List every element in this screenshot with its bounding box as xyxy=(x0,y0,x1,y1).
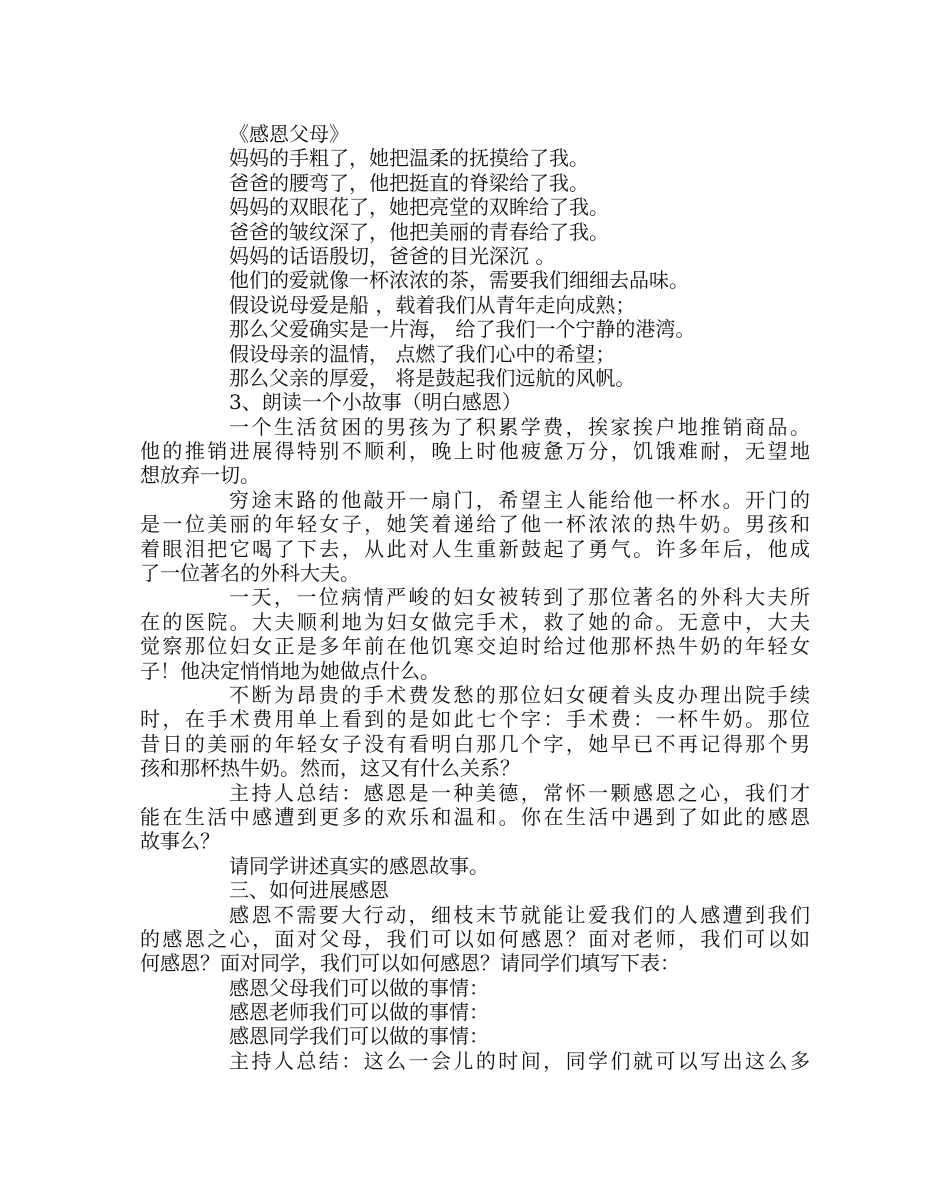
text-line: 不断为昂贵的手术费发愁的那位妇女硬着头皮办理出院手续 xyxy=(229,682,810,707)
text-line: 想放弃一切。 xyxy=(140,463,260,488)
text-line: 感恩同学我们可以做的事情： xyxy=(229,1024,489,1049)
text-line: 穷途末路的他敲开一扇门，希望主人能给他一杯水。开门的 xyxy=(229,487,810,512)
text-line: 3、朗读一个小故事（明白感恩） xyxy=(229,390,522,415)
text-line: 昔日的美丽的年轻女子没有看明白那几个字，她早已不再记得那个男 xyxy=(140,731,810,756)
text-line: 那么父爱确实是一片海， 给了我们一个宁静的港湾。 xyxy=(229,317,696,342)
text-line: 孩和那杯热牛奶。然而，这又有什么关系？ xyxy=(140,756,520,781)
text-line: 着眼泪把它喝了下去，从此对人生重新鼓起了勇气。许多年后，他成 xyxy=(140,536,810,561)
text-line: 请同学讲述真实的感恩故事。 xyxy=(229,853,489,878)
text-line: 子！他决定悄悄地为她做点什么。 xyxy=(140,658,440,683)
text-line: 一天，一位病情严峻的妇女被转到了那位著名的外科大夫所 xyxy=(229,585,810,610)
text-line: 感恩父母我们可以做的事情： xyxy=(229,975,489,1000)
text-line: 一个生活贫困的男孩为了积累学费，挨家挨户地推销商品。 xyxy=(229,414,810,439)
text-line: 的感恩之心，面对父母，我们可以如何感恩？面对老师，我们可以如 xyxy=(140,926,810,951)
text-line: 觉察那位妇女正是多年前在他饥寒交迫时给过他那杯热牛奶的年轻女 xyxy=(140,634,810,659)
text-line: 他的推销进展得特别不顺利，晚上时他疲惫万分，饥饿难耐，无望地 xyxy=(140,439,810,464)
text-line: 假设说母爱是船 ，载着我们从青年走向成熟； xyxy=(229,292,636,317)
text-line: 故事么？ xyxy=(140,829,220,854)
text-line: 主持人总结：这么一会儿的时间，同学们就可以写出这么多 xyxy=(229,1048,810,1073)
text-line: 他们的爱就像一杯浓浓的茶，需要我们细细去品味。 xyxy=(229,268,689,293)
text-line: 爸爸的皱纹深了，他把美丽的青春给了我。 xyxy=(229,219,609,244)
text-line: 主持人总结：感恩是一种美德，常怀一颗感恩之心，我们才 xyxy=(229,780,810,805)
text-line: 三、如何进展感恩 xyxy=(229,878,389,903)
text-line: 了一位著名的外科大夫。 xyxy=(140,561,360,586)
text-line: 《感恩父母》 xyxy=(229,122,349,146)
text-line: 那么父亲的厚爱， 将是鼓起我们远航的风帆。 xyxy=(229,365,636,390)
text-line: 妈妈的手粗了，她把温柔的抚摸给了我。 xyxy=(229,146,589,171)
text-line: 妈妈的双眼花了，她把亮堂的双眸给了我。 xyxy=(229,195,609,220)
text-line: 爸爸的腰弯了，他把挺直的脊梁给了我。 xyxy=(229,170,589,195)
text-line: 时，在手术费用单上看到的是如此七个字：手术费：一杯牛奶。那位 xyxy=(140,707,810,732)
text-line: 在的医院。大夫顺利地为妇女做完手术，救了她的命。无意中，大夫 xyxy=(140,609,810,634)
text-line: 何感恩？面对同学，我们可以如何感恩？请同学们填写下表： xyxy=(140,951,680,976)
text-line: 能在生活中感遭到更多的欢乐和温和。你在生活中遇到了如此的感恩 xyxy=(140,804,810,829)
text-line: 妈妈的话语殷切，爸爸的目光深沉 。 xyxy=(229,243,556,268)
document-body xyxy=(0,122,950,1073)
text-line: 是一位美丽的年轻女子，她笑着递给了他一杯浓浓的热牛奶。男孩和 xyxy=(140,512,810,537)
text-line: 假设母亲的温情， 点燃了我们心中的希望； xyxy=(229,341,616,366)
text-line: 感恩不需要大行动，细枝末节就能让爱我们的人感遭到我们 xyxy=(229,902,810,927)
text-line: 感恩老师我们可以做的事情： xyxy=(229,1000,489,1025)
